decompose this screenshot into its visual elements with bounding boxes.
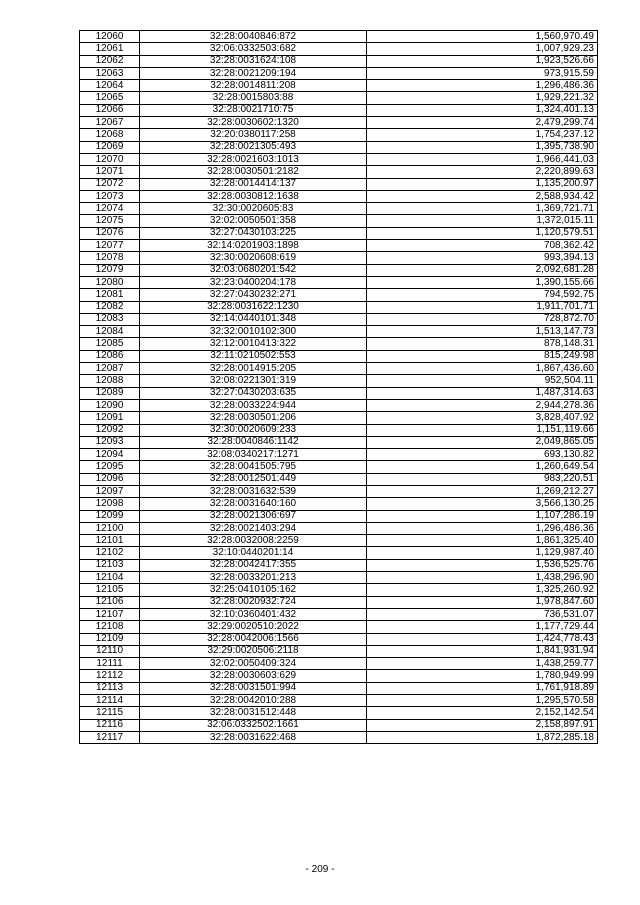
row-id-cell: 12107: [80, 608, 140, 620]
table-row: [80, 535, 598, 547]
cadastral-number-cell: 32:28:0032008:2259: [140, 535, 367, 547]
value-cell: 1,513,147.73: [367, 326, 598, 338]
cadastral-number-cell: 32:28:0030602:1320: [140, 117, 367, 129]
row-id-cell: 12115: [80, 707, 140, 719]
value-cell: 2,220,899.63: [367, 166, 598, 178]
table-row: [80, 387, 598, 399]
cadastral-number-cell: 32:11:0210502:553: [140, 350, 367, 362]
value-cell: 1,560,970.49: [367, 31, 598, 43]
table-row: [80, 104, 598, 116]
value-cell: 2,944,278.36: [367, 399, 598, 411]
cadastral-number-cell: 32:30:0020609:233: [140, 424, 367, 436]
row-id-cell: 12095: [80, 461, 140, 473]
cadastral-number-cell: 32:28:0012501:449: [140, 473, 367, 485]
value-cell: 2,479,299.74: [367, 117, 598, 129]
cadastral-number-cell: 32:28:0021305:493: [140, 141, 367, 153]
cadastral-number-cell: 32:28:0031512:448: [140, 707, 367, 719]
row-id-cell: 12068: [80, 129, 140, 141]
value-cell: 1,978,847.60: [367, 596, 598, 608]
cadastral-number-cell: 32:12:0010413:322: [140, 338, 367, 350]
table-row: [80, 203, 598, 215]
row-id-cell: 12070: [80, 153, 140, 165]
table-row: [80, 43, 598, 55]
value-cell: 1,324,401.13: [367, 104, 598, 116]
value-cell: 878,148.31: [367, 338, 598, 350]
row-id-cell: 12063: [80, 67, 140, 79]
row-id-cell: 12100: [80, 522, 140, 534]
value-cell: 1,296,486.36: [367, 522, 598, 534]
value-cell: 1,966,441.03: [367, 153, 598, 165]
value-cell: 1,861,325.40: [367, 535, 598, 547]
table-row: [80, 141, 598, 153]
value-cell: 1,395,738.90: [367, 141, 598, 153]
value-cell: 708,362.42: [367, 240, 598, 252]
cadastral-number-cell: 32:27:0430103:225: [140, 227, 367, 239]
table-row: [80, 80, 598, 92]
table-row: [80, 645, 598, 657]
row-id-cell: 12106: [80, 596, 140, 608]
row-id-cell: 12069: [80, 141, 140, 153]
value-cell: 1,872,285.18: [367, 731, 598, 743]
cadastral-number-cell: 32:28:0021403:294: [140, 522, 367, 534]
row-id-cell: 12084: [80, 326, 140, 338]
value-cell: 1,780,949.99: [367, 670, 598, 682]
value-cell: 1,487,314.63: [367, 387, 598, 399]
cadastral-value-table: [79, 30, 598, 744]
row-id-cell: 12117: [80, 731, 140, 743]
row-id-cell: 12108: [80, 621, 140, 633]
table-row: [80, 510, 598, 522]
cadastral-number-cell: 32:27:0430203:635: [140, 387, 367, 399]
table-row: [80, 436, 598, 448]
value-cell: 1,369,721.71: [367, 203, 598, 215]
row-id-cell: 12091: [80, 412, 140, 424]
row-id-cell: 12074: [80, 203, 140, 215]
row-id-cell: 12061: [80, 43, 140, 55]
table-row: [80, 658, 598, 670]
cadastral-number-cell: 32:28:0031501:994: [140, 682, 367, 694]
value-cell: 983,220.51: [367, 473, 598, 485]
row-id-cell: 12076: [80, 227, 140, 239]
table-row: [80, 276, 598, 288]
table-row: [80, 522, 598, 534]
value-cell: 1,438,296.90: [367, 572, 598, 584]
table-row: [80, 633, 598, 645]
row-id-cell: 12073: [80, 190, 140, 202]
value-cell: 1,296,486.36: [367, 80, 598, 92]
row-id-cell: 12066: [80, 104, 140, 116]
table-row: [80, 289, 598, 301]
table-row: [80, 498, 598, 510]
table-row: [80, 227, 598, 239]
cadastral-number-cell: 32:14:0440101:348: [140, 313, 367, 325]
row-id-cell: 12086: [80, 350, 140, 362]
cadastral-number-cell: 32:10:0360401:432: [140, 608, 367, 620]
cadastral-number-cell: 32:28:0042006:1566: [140, 633, 367, 645]
table-row: [80, 363, 598, 375]
table-row: [80, 682, 598, 694]
value-cell: 1,325,260.92: [367, 584, 598, 596]
value-cell: 1,260,649.54: [367, 461, 598, 473]
value-cell: 1,761,918.89: [367, 682, 598, 694]
table-row: [80, 166, 598, 178]
cadastral-number-cell: 32:28:0021306:697: [140, 510, 367, 522]
row-id-cell: 12103: [80, 559, 140, 571]
cadastral-number-cell: 32:30:0020608:619: [140, 252, 367, 264]
value-cell: 1,754,237.12: [367, 129, 598, 141]
cadastral-number-cell: 32:28:0033201:213: [140, 572, 367, 584]
table-row: [80, 559, 598, 571]
cadastral-number-cell: 32:28:0021209:194: [140, 67, 367, 79]
table-row: [80, 719, 598, 731]
cadastral-number-cell: 32:28:0021603:1013: [140, 153, 367, 165]
value-cell: 3,828,407.92: [367, 412, 598, 424]
row-id-cell: 12077: [80, 240, 140, 252]
value-cell: 728,872.70: [367, 313, 598, 325]
row-id-cell: 12116: [80, 719, 140, 731]
cadastral-number-cell: 32:08:0221301:319: [140, 375, 367, 387]
table-row: [80, 461, 598, 473]
cadastral-number-cell: 32:28:0030812:1638: [140, 190, 367, 202]
value-cell: 1,129,987.40: [367, 547, 598, 559]
row-id-cell: 12067: [80, 117, 140, 129]
cadastral-number-cell: 32:28:0014915:205: [140, 363, 367, 375]
table-row: [80, 707, 598, 719]
table-row: [80, 375, 598, 387]
table-row: [80, 326, 598, 338]
cadastral-number-cell: 32:28:0033224:944: [140, 399, 367, 411]
value-cell: 1,269,212.27: [367, 485, 598, 497]
cadastral-number-cell: 32:23:0400204:178: [140, 276, 367, 288]
value-cell: 2,049,865.05: [367, 436, 598, 448]
value-cell: 952,504.11: [367, 375, 598, 387]
row-id-cell: 12082: [80, 301, 140, 313]
cadastral-number-cell: 32:27:0430232:271: [140, 289, 367, 301]
table-row: [80, 129, 598, 141]
cadastral-number-cell: 32:28:0040846:872: [140, 31, 367, 43]
value-cell: 2,588,934.42: [367, 190, 598, 202]
table-row: [80, 264, 598, 276]
row-id-cell: 12098: [80, 498, 140, 510]
cadastral-number-cell: 32:28:0021710:75: [140, 104, 367, 116]
row-id-cell: 12078: [80, 252, 140, 264]
row-id-cell: 12089: [80, 387, 140, 399]
table-row: [80, 485, 598, 497]
table-row: [80, 621, 598, 633]
value-cell: 794,592.75: [367, 289, 598, 301]
row-id-cell: 12087: [80, 363, 140, 375]
row-id-cell: 12109: [80, 633, 140, 645]
table-row: [80, 240, 598, 252]
cadastral-number-cell: 32:28:0031622:1230: [140, 301, 367, 313]
row-id-cell: 12062: [80, 55, 140, 67]
cadastral-number-cell: 32:28:0014414:137: [140, 178, 367, 190]
table-row: [80, 117, 598, 129]
cadastral-number-cell: 32:28:0031640:160: [140, 498, 367, 510]
table-row: [80, 473, 598, 485]
row-id-cell: 12110: [80, 645, 140, 657]
value-cell: 2,092,681.28: [367, 264, 598, 276]
value-cell: 1,424,778.43: [367, 633, 598, 645]
value-cell: 1,841,931.94: [367, 645, 598, 657]
cadastral-number-cell: 32:25:0410105:162: [140, 584, 367, 596]
value-cell: 1,151,119.66: [367, 424, 598, 436]
cadastral-number-cell: 32:28:0030501:2182: [140, 166, 367, 178]
cadastral-number-cell: 32:29:0020510:2022: [140, 621, 367, 633]
row-id-cell: 12111: [80, 658, 140, 670]
cadastral-number-cell: 32:08:0340217:1271: [140, 449, 367, 461]
table-row: [80, 55, 598, 67]
table-row: [80, 412, 598, 424]
row-id-cell: 12112: [80, 670, 140, 682]
page-number: - 209 -: [305, 864, 335, 875]
row-id-cell: 12065: [80, 92, 140, 104]
row-id-cell: 12083: [80, 313, 140, 325]
value-cell: 993,394.13: [367, 252, 598, 264]
table-row: [80, 608, 598, 620]
cadastral-number-cell: 32:30:0020605:83: [140, 203, 367, 215]
table-body: [80, 31, 598, 744]
table-row: [80, 584, 598, 596]
row-id-cell: 12101: [80, 535, 140, 547]
row-id-cell: 12085: [80, 338, 140, 350]
cadastral-number-cell: 32:28:0040846:1142: [140, 436, 367, 448]
table-row: [80, 31, 598, 43]
cadastral-number-cell: 32:28:0042417:355: [140, 559, 367, 571]
cadastral-number-cell: 32:06:0332502:1661: [140, 719, 367, 731]
cadastral-number-cell: 32:28:0020932:724: [140, 596, 367, 608]
row-id-cell: 12093: [80, 436, 140, 448]
table-row: [80, 596, 598, 608]
cadastral-number-cell: 32:10:0440201:14: [140, 547, 367, 559]
value-cell: 1,007,929.23: [367, 43, 598, 55]
table-row: [80, 399, 598, 411]
cadastral-number-cell: 32:32:0010102:300: [140, 326, 367, 338]
cadastral-number-cell: 32:28:0041505:795: [140, 461, 367, 473]
table-row: [80, 338, 598, 350]
cadastral-number-cell: 32:14:0201903:1898: [140, 240, 367, 252]
value-cell: 1,923,526.66: [367, 55, 598, 67]
value-cell: 1,390,155.66: [367, 276, 598, 288]
value-cell: 736,531.07: [367, 608, 598, 620]
row-id-cell: 12072: [80, 178, 140, 190]
value-cell: 3,566,130.25: [367, 498, 598, 510]
value-cell: 1,107,286.19: [367, 510, 598, 522]
table-row: [80, 252, 598, 264]
cadastral-number-cell: 32:06:0332503:682: [140, 43, 367, 55]
value-cell: 1,177,729.44: [367, 621, 598, 633]
cadastral-number-cell: 32:28:0031624:108: [140, 55, 367, 67]
cadastral-number-cell: 32:28:0030603:629: [140, 670, 367, 682]
table-row: [80, 67, 598, 79]
value-cell: 1,867,436.60: [367, 363, 598, 375]
row-id-cell: 12114: [80, 695, 140, 707]
row-id-cell: 12079: [80, 264, 140, 276]
cadastral-number-cell: 32:02:0050409:324: [140, 658, 367, 670]
row-id-cell: 12099: [80, 510, 140, 522]
value-cell: 1,372,015.11: [367, 215, 598, 227]
row-id-cell: 12081: [80, 289, 140, 301]
cadastral-number-cell: 32:28:0015803:88: [140, 92, 367, 104]
table-row: [80, 215, 598, 227]
row-id-cell: 12080: [80, 276, 140, 288]
table-row: [80, 670, 598, 682]
table-row: [80, 449, 598, 461]
row-id-cell: 12113: [80, 682, 140, 694]
row-id-cell: 12075: [80, 215, 140, 227]
table-row: [80, 313, 598, 325]
table-row: [80, 695, 598, 707]
table-row: [80, 424, 598, 436]
cadastral-number-cell: 32:20:0380117:258: [140, 129, 367, 141]
value-cell: 2,158,897.91: [367, 719, 598, 731]
value-cell: 1,295,570.58: [367, 695, 598, 707]
table-row: [80, 178, 598, 190]
table-row: [80, 547, 598, 559]
table-row: [80, 731, 598, 743]
cadastral-number-cell: 32:02:0050501:358: [140, 215, 367, 227]
table-row: [80, 301, 598, 313]
table-row: [80, 572, 598, 584]
row-id-cell: 12104: [80, 572, 140, 584]
row-id-cell: 12094: [80, 449, 140, 461]
value-cell: 1,911,701.71: [367, 301, 598, 313]
cadastral-number-cell: 32:29:0020506:2118: [140, 645, 367, 657]
cadastral-number-cell: 32:28:0014811:208: [140, 80, 367, 92]
value-cell: 815,249.98: [367, 350, 598, 362]
row-id-cell: 12064: [80, 80, 140, 92]
value-cell: 1,438,259.77: [367, 658, 598, 670]
table-row: [80, 92, 598, 104]
value-cell: 1,135,200.97: [367, 178, 598, 190]
row-id-cell: 12071: [80, 166, 140, 178]
row-id-cell: 12090: [80, 399, 140, 411]
table-row: [80, 350, 598, 362]
row-id-cell: 12105: [80, 584, 140, 596]
value-cell: 1,536,525.76: [367, 559, 598, 571]
cadastral-number-cell: 32:28:0030501:206: [140, 412, 367, 424]
row-id-cell: 12097: [80, 485, 140, 497]
cadastral-number-cell: 32:03:0680201:542: [140, 264, 367, 276]
value-cell: 1,120,579.51: [367, 227, 598, 239]
row-id-cell: 12096: [80, 473, 140, 485]
cadastral-number-cell: 32:28:0031632:539: [140, 485, 367, 497]
row-id-cell: 12088: [80, 375, 140, 387]
cadastral-number-cell: 32:28:0042010:288: [140, 695, 367, 707]
value-cell: 1,929,221.32: [367, 92, 598, 104]
value-cell: 693,130.82: [367, 449, 598, 461]
row-id-cell: 12092: [80, 424, 140, 436]
table-row: [80, 153, 598, 165]
table-row: [80, 190, 598, 202]
cadastral-number-cell: 32:28:0031622:468: [140, 731, 367, 743]
value-cell: 2,152,142.54: [367, 707, 598, 719]
value-cell: 973,915.59: [367, 67, 598, 79]
row-id-cell: 12102: [80, 547, 140, 559]
row-id-cell: 12060: [80, 31, 140, 43]
